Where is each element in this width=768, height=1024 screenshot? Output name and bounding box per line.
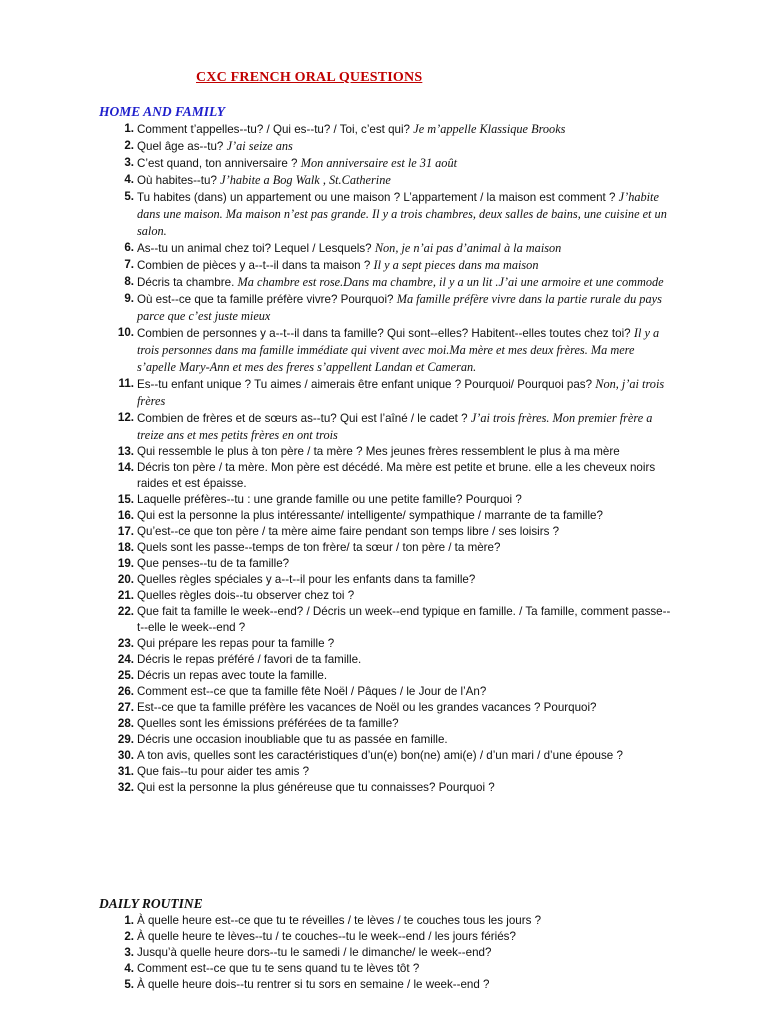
question-number: 26. [117,685,134,698]
question-text: Décris une occasion inoubliable que tu as passée en famille. [137,733,448,746]
question-item [0,572,768,588]
question-text: Laquelle préfères--tu : une grande famille ou une petite famille? Pourquoi ? [137,493,522,506]
question-body [137,636,672,652]
question-item [0,460,768,492]
question-body [137,700,672,716]
question-item [0,325,768,376]
question-number: 13. [117,445,134,458]
question-number: 29. [117,733,134,746]
question-body [137,325,672,376]
question-body [137,684,672,700]
question-body [137,460,672,492]
question-text: Quels sont les passe--temps de ton frère/ ta sœur / ton père / ta mère? [137,541,501,554]
question-item [0,189,768,240]
question-item [0,700,768,716]
question-number: 23. [117,637,134,650]
question-body [137,410,672,444]
question-body [137,945,672,961]
question-text: As--tu un animal chez toi? Lequel / Lesquels? [137,242,372,255]
question-item [0,240,768,257]
question-number: 28. [117,717,134,730]
question-text: À quelle heure te lèves--tu / te couches--tu le week--end / les jours fériés? [137,930,516,943]
question-text: Où est--ce que ta famille préfère vivre? Pourquoi? [137,293,394,306]
question-number: 5. [124,978,134,991]
question-item [0,684,768,700]
answer-text: Je m’appelle Klassique Brooks [413,122,566,136]
question-number: 4. [124,962,134,975]
question-body [137,540,672,556]
question-number: 31. [117,765,134,778]
question-item [0,780,768,796]
question-text: Comment est--ce que tu te sens quand tu te lèves tôt ? [137,962,420,975]
answer-text: Il y a sept pieces dans ma maison [373,258,539,272]
question-body [137,652,672,668]
question-text: Qui prépare les repas pour ta famille ? [137,637,335,650]
answer-text: J’ai trois frères. Mon premier frère a treize ans et mes petits frères en ont trois [137,411,653,442]
question-number: 7. [124,258,134,271]
question-number: 1. [124,122,134,135]
question-text: Que fait ta famille le week--end? / Décris un week--end typique en famille. / Ta famille, comment passe--t--elle le week--end ? [137,605,671,634]
question-text: Combien de personnes y a--t--il dans ta famille? Qui sont--elles? Habitent--elles toutes chez toi? [137,327,631,340]
question-body [137,556,672,572]
question-text: Que penses--tu de ta famille? [137,557,290,570]
question-number: 1. [124,914,134,927]
question-number: 11. [118,377,134,390]
answer-text: J’habite a Bog Walk , St.Catherine [220,173,391,187]
question-number: 17. [117,525,134,538]
question-number: 19. [117,557,134,570]
question-item [0,274,768,291]
question-item [0,764,768,780]
question-text: A ton avis, quelles sont les caractéristiques d’un(e) bon(ne) ami(e) / d’un mari / d’une épouse ? [137,749,623,762]
question-body [137,732,672,748]
question-body [137,492,672,508]
question-number: 22. [117,605,134,618]
question-item [0,636,768,652]
question-text: Qui est la personne la plus généreuse que tu connaisses? Pourquoi ? [137,781,495,794]
question-text: Décris le repas préféré / favori de ta famille. [137,653,362,666]
question-item [0,121,768,138]
section-heading-home-and-family: HOME AND FAMILY [99,104,226,119]
answer-text: Il y a trois personnes dans ma famille immédiate qui vivent avec moi.Ma mère et mes deux frères. Ma mere s’apelle Mary-Ann et mes des freres s’appellent Landan et Cameran. [137,326,660,374]
question-item [0,138,768,155]
question-item [0,929,768,945]
question-body [137,155,672,172]
question-number: 16. [117,509,134,522]
question-item [0,410,768,444]
question-number: 9. [124,292,134,305]
question-text: Combien de frères et de sœurs as--tu? Qui est l’aîné / le cadet ? [137,412,468,425]
answer-text: Ma famille préfère vivre dans la partie rurale du pays parce que c’est juste mieux [137,292,662,323]
question-body [137,508,672,524]
question-item [0,748,768,764]
question-body [137,257,672,274]
question-item [0,588,768,604]
question-number: 3. [124,156,134,169]
section-heading-daily-routine: DAILY ROUTINE [99,896,203,911]
question-item [0,508,768,524]
question-number: 21. [117,589,134,602]
question-number: 15. [117,493,134,506]
question-text: Comment t’appelles--tu? / Qui es--tu? / Toi, c’est qui? [137,123,411,136]
question-body [137,764,672,780]
question-item [0,524,768,540]
question-number: 24. [117,653,134,666]
question-number: 2. [124,930,134,943]
question-text: Qui ressemble le plus à ton père / ta mère ? Mes jeunes frères ressemblent le plus à ma mère [137,445,620,458]
question-item [0,155,768,172]
question-text: Décris un repas avec toute la famille. [137,669,328,682]
answer-text: Non, j’ai trois frères [137,377,665,408]
question-body [137,444,672,460]
question-text: Tu habites (dans) un appartement ou une maison ? L’appartement / la maison est comment ? [137,191,616,204]
question-text: Combien de pièces y a--t--il dans ta maison ? [137,259,371,272]
question-text: Que fais--tu pour aider tes amis ? [137,765,310,778]
question-item [0,444,768,460]
question-body [137,138,672,155]
question-body [137,524,672,540]
question-body [137,274,672,291]
question-number: 14. [117,461,134,474]
question-number: 27. [117,701,134,714]
answer-text: J’habite dans une maison. Ma maison n’est pas grande. Il y a trois chambres, deux salles de bains, une cuisine et un salon. [137,190,667,238]
question-item [0,668,768,684]
question-body [137,716,672,732]
question-item [0,732,768,748]
question-number: 6. [124,241,134,254]
question-text: Est--ce que ta famille préfère les vacances de Noël ou les grandes vacances ? Pourquoi? [137,701,597,714]
answer-text: Ma chambre est rose.Dans ma chambre, il y a un lit .J’ai une armoire et une commode [237,275,664,289]
question-number: 4. [124,173,134,186]
question-text: Où habites--tu? [137,174,217,187]
question-item [0,961,768,977]
question-body [137,604,672,636]
question-body [137,668,672,684]
question-item [0,716,768,732]
question-number: 32. [117,781,134,794]
question-text: C’est quand, ton anniversaire ? [137,157,298,170]
question-number: 5. [124,190,134,203]
question-item [0,540,768,556]
question-list-daily-routine [0,913,768,993]
question-text: Qui est la personne la plus intéressante/ intelligente/ sympathique / marrante de ta famille? [137,509,603,522]
question-body [137,376,672,410]
question-body [137,929,672,945]
question-item [0,977,768,993]
question-body [137,572,672,588]
question-item [0,604,768,636]
question-item [0,172,768,189]
question-text: Décris ton père / ta mère. Mon père est décédé. Ma mère est petite et brune. elle a les cheveux noirs raides et est épaisse. [137,461,656,490]
question-item [0,291,768,325]
question-item [0,492,768,508]
question-text: Es--tu enfant unique ? Tu aimes / aimerais être enfant unique ? Pourquoi/ Pourquoi pas? [137,378,593,391]
document-title: CXC FRENCH ORAL QUESTIONS [196,70,423,85]
question-body [137,121,672,138]
question-number: 25. [117,669,134,682]
question-text: Quelles règles spéciales y a--t--il pour les enfants dans ta famille? [137,573,476,586]
question-text: Quelles règles dois--tu observer chez toi ? [137,589,355,602]
question-text: Jusqu’à quelle heure dors--tu le samedi / le dimanche/ le week--end? [137,946,492,959]
question-body [137,977,672,993]
question-number: 3. [124,946,134,959]
question-body [137,913,672,929]
question-body [137,588,672,604]
question-text: À quelle heure dois--tu rentrer si tu sors en semaine / le week--end ? [137,978,490,991]
question-text: Comment est--ce que ta famille fête Noël / Pâques / le Jour de l’An? [137,685,487,698]
question-item [0,556,768,572]
question-number: 10. [117,326,134,339]
question-item [0,945,768,961]
question-body [137,961,672,977]
question-number: 12. [117,411,134,424]
question-list-home-and-family [0,121,768,796]
question-item [0,913,768,929]
question-item [0,652,768,668]
question-body [137,748,672,764]
question-text: À quelle heure est--ce que tu te réveilles / te lèves / te couches tous les jours ? [137,914,542,927]
question-body [137,780,672,796]
question-body [137,240,672,257]
question-number: 2. [124,139,134,152]
question-text: Quelles sont les émissions préférées de ta famille? [137,717,399,730]
question-body [137,189,672,240]
question-text: Quel âge as--tu? [137,140,224,153]
question-number: 20. [117,573,134,586]
question-number: 30. [117,749,134,762]
question-number: 8. [124,275,134,288]
answer-text: Mon anniversaire est le 31 août [300,156,458,170]
question-number: 18. [117,541,134,554]
answer-text: Non, je n’ai pas d’animal à la maison [374,241,562,255]
question-body [137,291,672,325]
question-text: Décris ta chambre. [137,276,235,289]
question-item [0,376,768,410]
question-item [0,257,768,274]
question-body [137,172,672,189]
answer-text: J’ai seize ans [226,139,293,153]
question-text: Qu’est--ce que ton père / ta mère aime faire pendant son temps libre / ses loisirs ? [137,525,560,538]
